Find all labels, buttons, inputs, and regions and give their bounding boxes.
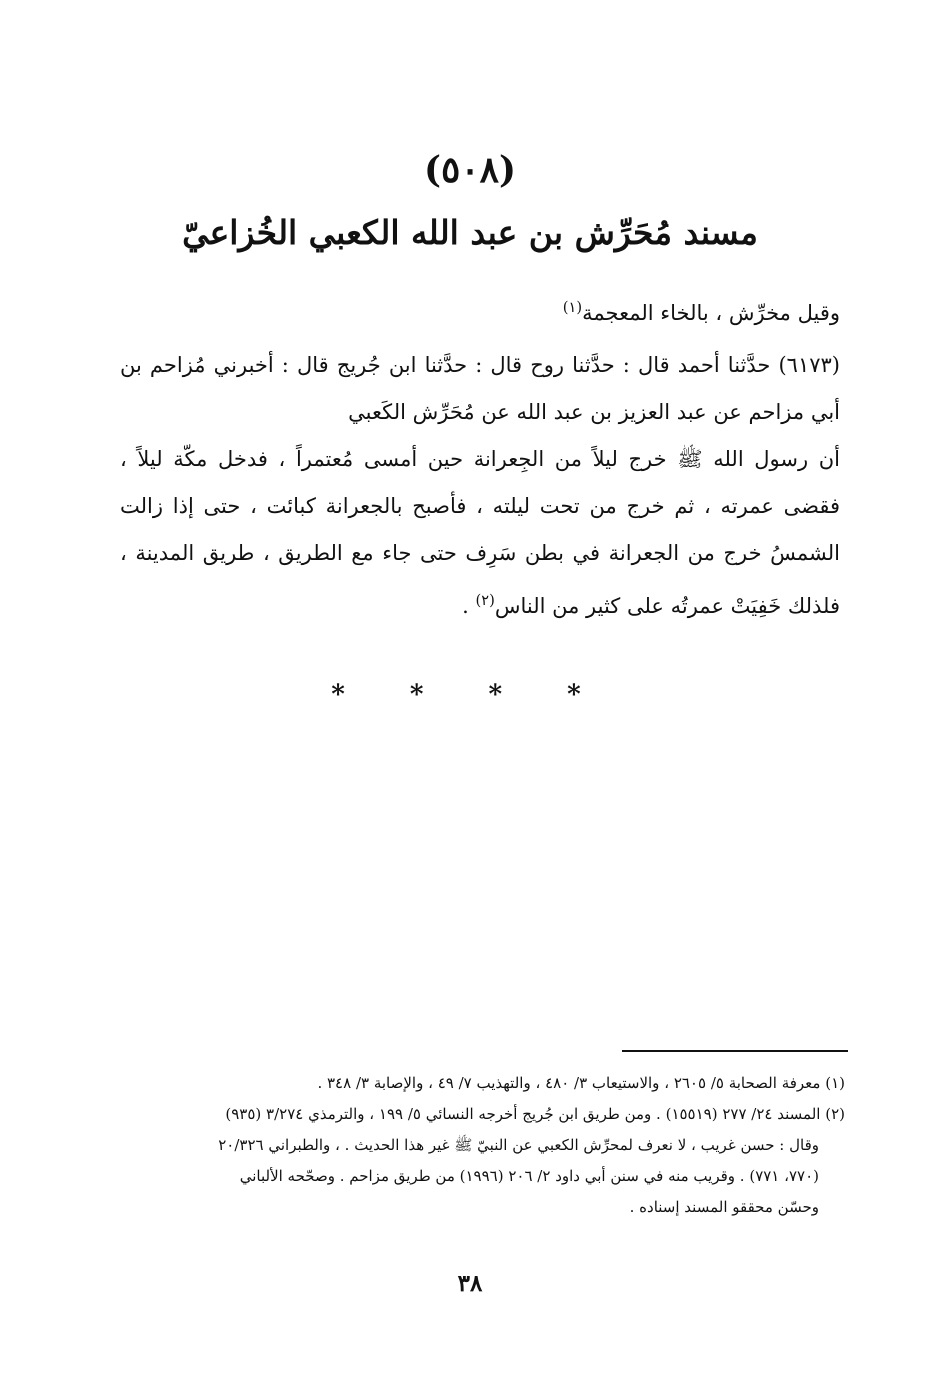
footnote-2-line-2: وقال : حسن غريب ، لا نعرف لمحرِّش الكعبي عن النبيّ ﷺ غير هذا الحديث . ، والطبراني ٢٠/٣٢٦ [218, 1136, 819, 1154]
footnotes [110, 1068, 845, 1223]
section-title: مسند مُحَرِّش بن عبد الله الكعبي الخُزاعيّ [182, 213, 758, 252]
alternate-name-paragraph [120, 284, 840, 337]
footnote-2-line-4: وحسّن محققو المسند إسناده . [629, 1198, 819, 1216]
section-number: (٥٠٨) [423, 149, 517, 191]
matn-text: أن رسول الله ﷺ خرج ليلاً من الجِعرانة حين أمسى مُعتمراً ، فدخل مكّة ليلاً ، فقضى عمرته ، ثم خرج من تحت ليلته ، فأصبح بالجعرانة كبائت ، حتى إذا زالت الشمسُ خرج من الجعرانة في بطن سَرِف حتى جاء مع الطريق ، طريق المدينة ، فلذلك خَفِيَتْ عمرتُه على كثير من الناس [120, 447, 840, 618]
footnote-marker-2: (٢) [475, 592, 495, 609]
page-number: ٣٨ [457, 1270, 483, 1297]
matn-paragraph [120, 436, 840, 630]
alternate-name-text: وقيل مخرِّش ، بالخاء المعجمة [582, 301, 840, 325]
footnote-marker-1: (١) [562, 299, 583, 316]
footnote-1: (١) معرفة الصحابة ٥/ ٢٦٠٥ ، والاستيعاب ٣/ ٤٨٠ ، والتهذيب ٧/ ٤٩ ، والإصابة ٣/ ٣٤٨ . [317, 1074, 845, 1092]
isnad-paragraph: (٦١٧٣) حدَّثنا أحمد قال : حدَّثنا روح قال : حدَّثنا ابن جُريج قال : أخبرني مُزاحم بن أبي مزاحم عن عبد العزيز بن عبد الله عن مُحَرِّش الكَعبي [120, 353, 840, 424]
footnote-divider [622, 1050, 848, 1052]
matn-end: . [462, 594, 476, 618]
section-separator: * * * * [331, 680, 609, 710]
footnote-2-line-3: (٧٧٠، ٧٧١) . وقريب منه في سنن أبي داود ٢/ ٢٠٦ (١٩٩٦) من طريق مزاحم . وصحّحه الألباني [239, 1167, 819, 1185]
footnote-2-line-1: (٢) المسند ٢٤/ ٢٧٧ (١٥٥١٩) . ومن طريق ابن جُريج أخرجه النسائي ٥/ ١٩٩ ، والترمذي ٣/٢٧٤ (٩٣٥) [225, 1105, 845, 1123]
